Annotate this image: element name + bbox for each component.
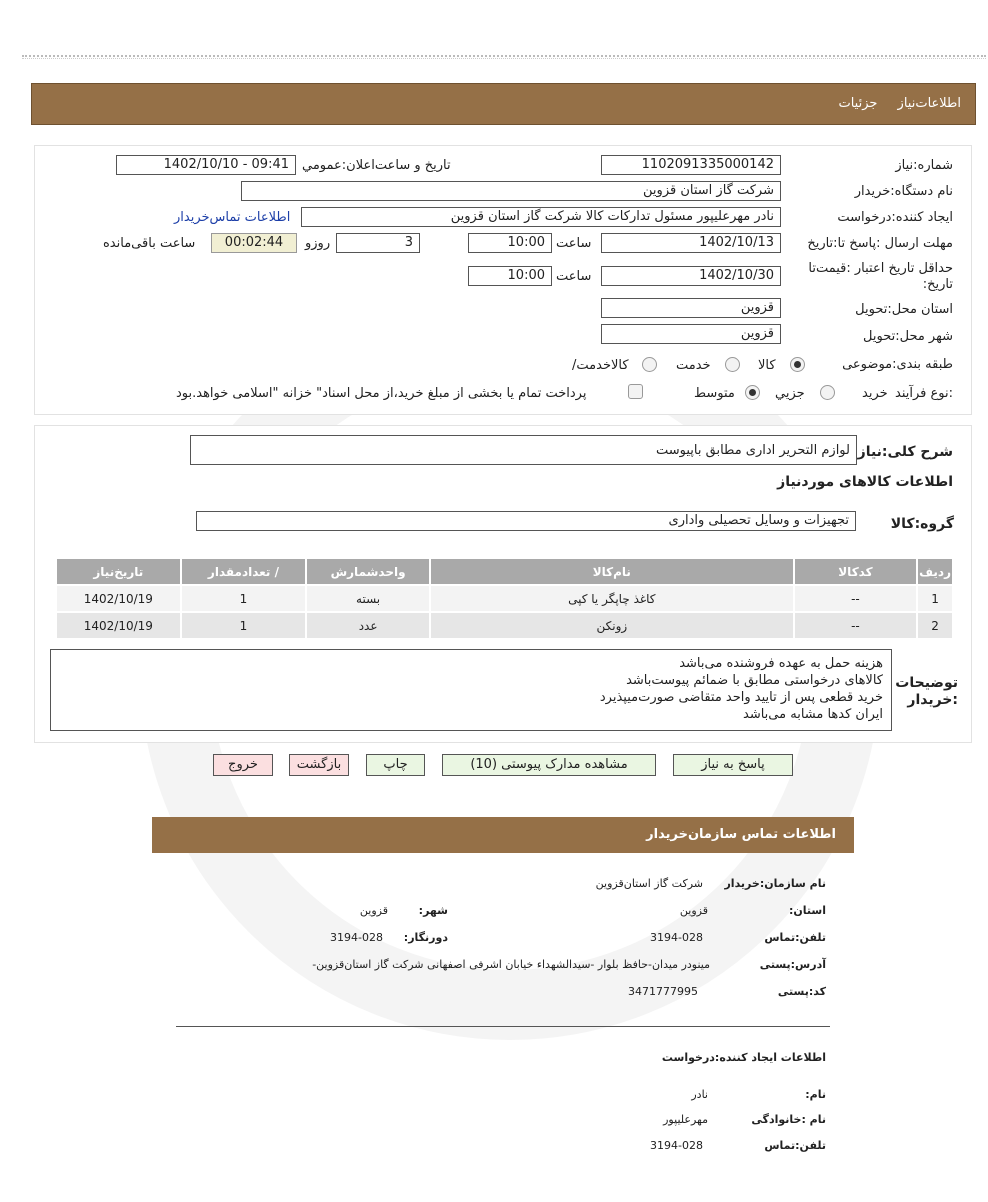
process-label: نوع فرآیند: bbox=[895, 386, 953, 401]
contact-province-value: قزوین bbox=[679, 904, 708, 917]
creator-family-value: مهرعلیپور bbox=[663, 1113, 708, 1126]
province-label: استان محل:تحویل bbox=[855, 302, 953, 317]
contact-address-value: -مینودر میدان-حافظ بلوار -سیدالشهداء خیابان اشرفی اصفهانی شرکت گاز استان‌قزوین bbox=[312, 958, 710, 971]
contact-city-value: قزوین bbox=[359, 904, 388, 917]
org-name-label: نام سازمان:خریدار bbox=[724, 877, 826, 890]
goods-group-label: گروه:کالا bbox=[890, 516, 954, 532]
deadline-time-label: ساعت bbox=[556, 236, 592, 251]
need-description-field: لوازم التحریر اداری مطابق باپیوست bbox=[190, 435, 857, 465]
reply-to-need-button[interactable]: پاسخ به نیاز bbox=[673, 754, 793, 776]
category-label: طبقه بندی:موضوعی bbox=[842, 357, 953, 372]
breadcrumb-details[interactable]: جزئیات bbox=[838, 96, 878, 111]
creator-phone-value: 3194-028 bbox=[650, 1139, 703, 1152]
breadcrumb-need-info[interactable]: اطلاعات‌نیاز bbox=[897, 96, 961, 111]
contact-address-label: آدرس:پستی bbox=[759, 958, 826, 971]
cell-code: -- bbox=[794, 585, 917, 612]
back-button[interactable]: بازگشت bbox=[289, 754, 349, 776]
announce-date-label: تاریخ و ساعت‌اعلان:عمومي bbox=[302, 158, 451, 173]
cell-qty: 1 bbox=[181, 585, 307, 612]
remaining-timer: 00:02:44 bbox=[211, 233, 297, 253]
process-radio-medium[interactable] bbox=[745, 385, 760, 400]
header-bar bbox=[31, 83, 976, 125]
creator-family-label: نام :خانوادگی bbox=[751, 1113, 826, 1126]
treasury-payment-note: پرداخت تمام یا بخشی از مبلغ خرید،از محل اسناد" خزانه "اسلامی خواهد.بود bbox=[176, 386, 587, 401]
contact-city-label: :شهر bbox=[418, 904, 448, 917]
buyer-notes-label: توضیحات :خریدار bbox=[895, 675, 958, 708]
col-code: کدکالا bbox=[794, 558, 917, 585]
deadline-time-field[interactable]: 10:00 bbox=[468, 233, 552, 253]
goods-group-field: تجهیزات و وسایل تحصیلی واداری bbox=[196, 511, 856, 531]
cell-name: کاغذ چاپگر یا کپی bbox=[430, 585, 794, 612]
category-radio-goods-service[interactable] bbox=[642, 357, 657, 372]
table-row bbox=[56, 585, 953, 612]
buyer-contact-link[interactable]: اطلاعات تماس‌خریدار bbox=[174, 210, 291, 225]
city-label: شهر محل:تحویل bbox=[863, 329, 953, 344]
contact-fax-value: 3194-028 bbox=[330, 931, 383, 944]
contact-postal-label: کد:پستی bbox=[777, 985, 826, 998]
process-option-medium: متوسط bbox=[694, 386, 735, 401]
cell-qty: 1 bbox=[181, 612, 307, 639]
announce-date-field: 1402/10/10 - 09:41 bbox=[116, 155, 296, 175]
exit-button[interactable]: خروج bbox=[213, 754, 273, 776]
validity-time-label: ساعت bbox=[556, 269, 592, 284]
category-option-goods: کالا bbox=[758, 358, 776, 373]
goods-table bbox=[55, 557, 954, 640]
table-header-row bbox=[56, 558, 953, 585]
col-row: ردیف bbox=[917, 558, 953, 585]
cell-unit: عدد bbox=[306, 612, 430, 639]
buyer-contact-title: اطلاعات تماس سازمان‌خریدار bbox=[646, 827, 836, 842]
col-date: تاریخ‌نیاز bbox=[56, 558, 181, 585]
contact-divider bbox=[176, 1026, 830, 1027]
col-qty: / تعدادمقدار bbox=[181, 558, 307, 585]
request-creator-title: اطلاعات ایجاد کننده:درخواست bbox=[661, 1051, 826, 1064]
creator-name-value: نادر bbox=[691, 1088, 708, 1101]
process-option-partial: جزیي bbox=[775, 386, 805, 401]
creator-phone-label: تلفن:تماس bbox=[764, 1139, 826, 1152]
creator-field: نادر مهرعلیپور مسئول تدارکات کالا شرکت گاز استان قزوین bbox=[301, 207, 781, 227]
validity-time-field[interactable]: 10:00 bbox=[468, 266, 552, 286]
print-button[interactable]: چاپ bbox=[366, 754, 425, 776]
col-unit: واحدشمارش bbox=[306, 558, 430, 585]
view-attachments-button[interactable]: مشاهده مدارک پیوستی (10) bbox=[442, 754, 656, 776]
process-option-purchase: خرید bbox=[862, 386, 888, 401]
validity-date-field[interactable]: 1402/10/30 bbox=[601, 266, 781, 286]
buyer-note-line: ایران کدها مشابه می‌باشد bbox=[743, 707, 883, 722]
deadline-label: مهلت ارسال :پاسخ تا:تاریخ bbox=[807, 236, 953, 251]
contact-phone-label: تلفن:تماس bbox=[764, 931, 826, 944]
cell-unit: بسته bbox=[306, 585, 430, 612]
cell-code: -- bbox=[794, 612, 917, 639]
remaining-label: ساعت باقی‌مانده bbox=[103, 236, 196, 251]
org-name-value: شرکت گاز استان‌قزوین bbox=[595, 877, 703, 890]
contact-province-label: :استان bbox=[788, 904, 826, 917]
buyer-org-label: نام دستگاه:خریدار bbox=[854, 184, 953, 199]
creator-label: ایجاد کننده:درخواست bbox=[837, 210, 953, 225]
need-description-label: شرح کلی:نیاز bbox=[857, 444, 953, 460]
buyer-note-line: هزینه حمل به عهده فروشنده می‌باشد bbox=[679, 656, 883, 671]
cell-name: زونکن bbox=[430, 612, 794, 639]
buyer-notes-box bbox=[50, 649, 892, 731]
contact-phone-value: 3194-028 bbox=[650, 931, 703, 944]
goods-info-title: اطلاعات کالاهای موردنیاز bbox=[777, 474, 953, 490]
creator-name-label: :نام bbox=[805, 1088, 826, 1101]
cell-row: 2 bbox=[917, 612, 953, 639]
category-radio-service[interactable] bbox=[725, 357, 740, 372]
buyer-org-field: شرکت گاز استان قزوین bbox=[241, 181, 781, 201]
validity-label: حداقل تاریخ اعتبار :قیمت‌تا تاریخ: bbox=[808, 261, 953, 292]
category-option-goods-service: /کالاخدمت bbox=[572, 358, 629, 373]
days-field: 3 bbox=[336, 233, 420, 253]
treasury-payment-checkbox[interactable] bbox=[628, 384, 643, 399]
contact-fax-label: :دورنگار bbox=[403, 931, 448, 944]
process-radio-partial[interactable] bbox=[820, 385, 835, 400]
cell-date: 1402/10/19 bbox=[56, 612, 181, 639]
col-name: نام‌کالا bbox=[430, 558, 794, 585]
contact-postal-value: 3471777995 bbox=[628, 985, 698, 998]
need-number-label: شماره:نیاز bbox=[895, 158, 953, 173]
buyer-note-line: کالاهای درخواستی مطابق با ضمائم پیوست‌باشد bbox=[626, 673, 883, 688]
top-divider bbox=[22, 55, 986, 59]
deadline-date-field[interactable]: 1402/10/13 bbox=[601, 233, 781, 253]
category-option-service: خدمت bbox=[676, 358, 711, 373]
buyer-note-line: خرید قطعی پس از تایید واحد متقاضی صورت‌میپذیرد bbox=[599, 690, 883, 705]
buyer-contact-header bbox=[152, 817, 854, 853]
province-field: قزوین bbox=[601, 298, 781, 318]
table-row bbox=[56, 612, 953, 639]
days-label: روزو bbox=[305, 236, 331, 251]
cell-date: 1402/10/19 bbox=[56, 585, 181, 612]
category-radio-goods[interactable] bbox=[790, 357, 805, 372]
need-number-field: 1102091335000142 bbox=[601, 155, 781, 175]
city-field: قزوین bbox=[601, 324, 781, 344]
cell-row: 1 bbox=[917, 585, 953, 612]
